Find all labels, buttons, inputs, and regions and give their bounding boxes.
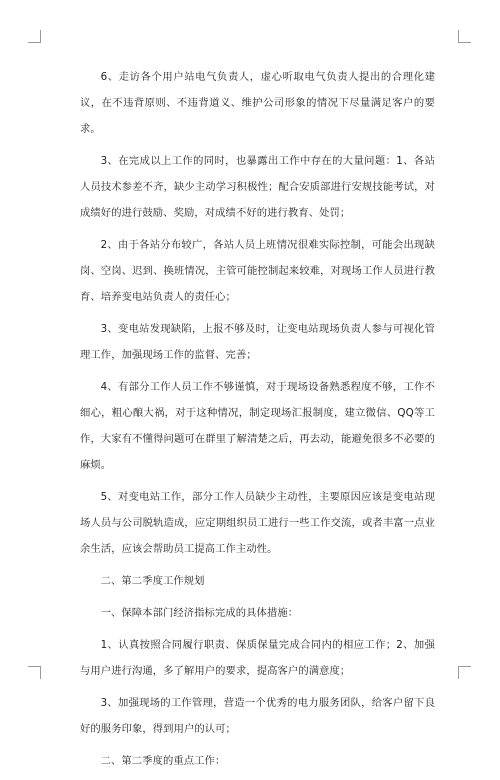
paragraph: 5、对变电站工作，部分工作人员缺少主动性，主要原因应该是变电站现场人员与公司脱轨造成，应定期组织员工进行一些工作交流，或者丰富一点业余生活，应该会帮助员工提高工作主动性。 — [80, 491, 435, 555]
paragraph: 3、在完成以上工作的同时，也暴露出工作中存在的大量问题：1、各站人员技术参差不齐，缺少主动学习积极性；配合安质部进行安规技能考试，对成绩好的进行鼓励、奖励，对成绩不好的进行教育、处罚； — [80, 155, 435, 219]
crop-mark-bottom-left — [28, 666, 41, 679]
paragraph: 1、认真按照合同履行职责、保质保量完成合同内的相应工作；2、加强与用户进行沟通，多了解用户的要求，提高客户的满意度； — [80, 639, 435, 677]
paragraph: 6、走访各个用户站电气负责人，虚心听取电气负责人提出的合理化建议，在不违背原则、不违背道义、维护公司形象的情况下尽量满足客户的要求。 — [80, 71, 435, 135]
crop-mark-top-right — [458, 30, 471, 43]
crop-mark-top-left — [28, 30, 41, 43]
paragraph: 2、由于各站分布较广，各站人员上班情况很难实际控制，可能会出现缺岗、空岗、迟到、换班情况，主管可能控制起来较难，对现场工作人员进行教育、培养变电站负责人的责任心； — [80, 239, 435, 303]
crop-mark-bottom-right — [458, 666, 471, 679]
section-heading: 二、第二季度工作规划 — [100, 575, 205, 587]
paragraph: 3、变电站发现缺陷，上报不够及时，让变电站现场负责人参与可视化管理工作，加强现场工作的监督、完善； — [80, 323, 435, 361]
paragraph: 3、加强现场的工作管理，营造一个优秀的电力服务团队，给客户留下良好的服务印象，得到用户的认可； — [80, 697, 435, 735]
subsection-heading: 一、保障本部门经济指标完成的具体措施： — [100, 607, 299, 619]
paragraph: 4、有部分工作人员工作不够谨慎，对于现场设备熟悉程度不够，工作不细心，粗心酿大祸，对于这种情况，制定现场汇报制度，建立微信、QQ等工作，大家有不懂得问题可在群里了解清楚之后，再去动，能避免很多不必要的麻烦。 — [80, 381, 435, 471]
document-body — [80, 64, 435, 780]
subsection-heading: 二、第二季度的重点工作： — [100, 755, 226, 767]
